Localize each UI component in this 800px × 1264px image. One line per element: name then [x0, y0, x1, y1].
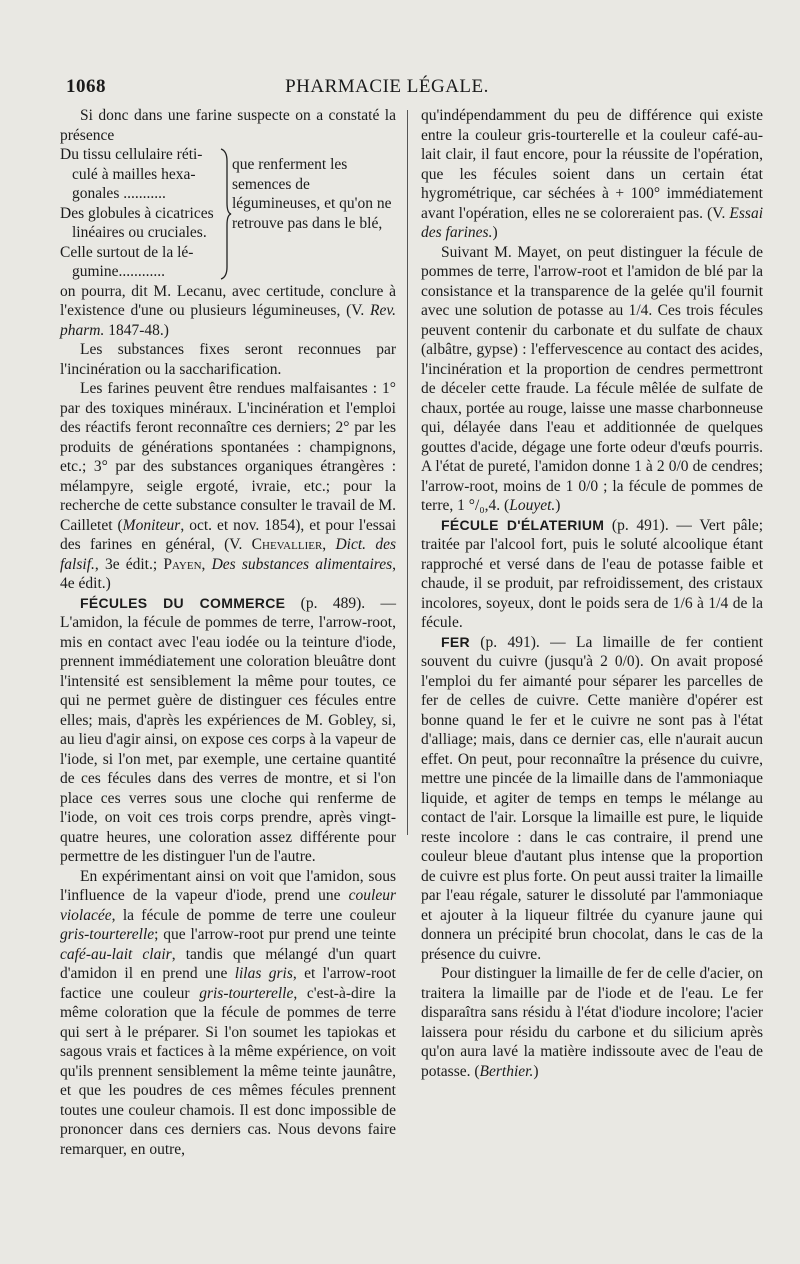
paragraph: Pour distinguer la limaille de fer de celle d'acier, on traitera la limaille par de l'iode et de l'eau. Le fer disparaîtra sans résidu à l'état d'iodure incolore; l'acier laissera pour résidu du carbone et du silicium après qu'on aura lavé la matière indissoute avec de l'eau de potasse. (Berthier.): [421, 965, 763, 1080]
section-heading: FER: [441, 633, 470, 650]
section-heading: FÉCULE D'ÉLATERIUM: [441, 516, 605, 533]
paragraph: on pourra, dit M. Lecanu, avec certitude, conclure à l'existence d'une ou plusieurs légumineuses, (V. Rev. pharm. 1847-48.): [60, 282, 396, 339]
curly-brace-icon: [218, 145, 232, 282]
paragraph: qu'indépendamment du peu de différence qui existe entre la couleur gris-tourterelle et la couleur café-au-lait clair, il faut encore, pour la réussite de l'opération, que les fécules soient dans un certain état hygrométrique, car séchées à + 100° immédiatement avant l'opération, elles ne se coloreraient pas. (V. Essai des farines.): [421, 107, 763, 241]
brace-item: gonales ...........: [72, 185, 166, 202]
column-rule: [407, 110, 408, 835]
brace-item: Du tissu cellulaire réti-: [60, 146, 203, 163]
brace-item: culé à mailles hexa-: [72, 165, 196, 183]
page-header: [66, 76, 728, 102]
paragraph: Les farines peuvent être rendues malfaisantes : 1° par des toxiques minéraux. L'incinération et l'emploi des réactifs feront reconnaître ces derniers; 2° par les produits de générations spontanées : champignons, etc.; 3° par des substances organiques étrangères : mélampyre, seigle ergoté, ivraie, etc.; pour la recherche de cette substance consulter le travail de M. Cailletet (Moniteur, oct. et nov. 1854), et pour l'essai des farines en général, (V. Chevallier, Dict. des falsif., 3e édit.; Payen, Des substances alimentaires, 4e édit.): [60, 380, 397, 592]
paragraph: En expérimentant ainsi on voit que l'amidon, sous l'influence de la vapeur d'iode, prend une couleur violacée, la fécule de pomme de terre une couleur gris-tourterelle; que l'arrow-root pur prend une teinte café-au-lait clair, tandis que mélangé d'un quart d'amidon il en prend une lilas gris, et l'arrow-root factice une couleur gris-tourterelle, c'est-à-dire la même coloration que la fécule de pommes de terre qui sert à le préparer. Si l'on soumet les tapiokas et sagous vrais et factices à la même expérience, on voit qu'ils prennent sensiblement la même teinte jaunâtre, et que les poudres de ces mêmes fécules prennent toutes une couleur chamois. Il est donc impossible de prononcer dans ces derniers cas. Nous devons faire remarquer, en outre,: [60, 867, 397, 1158]
brace-text: que renferment les semences de légumineuses, et qu'on ne retrouve pas dans le blé,: [232, 156, 392, 232]
paragraph: FÉCULE D'ÉLATERIUM (p. 491). — Vert pâle; traitée par l'alcool fort, puis le soluté alcoolique étant rapproché et versé dans de l'eau de potasse faible et chaude, il se produit, par refroidissement, des cristaux incolores, soyeux, dont le poids sera de 1/6 à 1/4 de la fécule.: [421, 516, 763, 631]
brace-item: gumine............: [72, 263, 165, 280]
brace-table: [60, 145, 396, 282]
running-title: PHARMACIE LÉGALE.: [285, 76, 489, 97]
section-heading: FÉCULES DU COMMERCE: [80, 594, 286, 611]
brace-item: Celle surtout de la lé-: [60, 243, 194, 261]
paragraph: Les substances fixes seront reconnues par l'incinération ou la saccharification.: [60, 341, 396, 378]
left-column: [60, 106, 396, 1159]
brace-item: linéaires ou cruciales.: [72, 224, 207, 241]
right-column: [421, 106, 763, 1081]
brace-items: [60, 145, 218, 282]
paragraph: Si donc dans une farine suspecte on a constaté la présence: [60, 107, 396, 144]
paragraph: Suivant M. Mayet, on peut distinguer la fécule de pommes de terre, l'arrow-root et l'amidon de blé par la consistance et la transparence de la gelée qu'il fournit avec une solution de potasse au 1/4. Ces trois fécules peuvent contenir du carbonate et du sulfate de chaux (albâtre, gypse) : l'effervescence au contact des acides, l'incinération et la proportion de cendres permettront de déceler cette fraude. La fécule mêlée de sulfate de chaux, portée au rouge, laisse une masse charbonneuse qui, délayée dans l'eau et additionnée de quelques gouttes d'acide, dégage une forte odeur d'œufs pourris. A l'état de pureté, l'amidon donne 1 à 2 0/0 de cendres; l'arrow-root, moins de 1 0/0 ; la fécule de pommes de terre, 1 °/₀,4. (Louyet.): [421, 243, 763, 514]
paragraph: FER (p. 491). — La limaille de fer contient souvent du cuivre (jusqu'à 2 0/0). On avait proposé l'emploi du fer aimanté pour séparer les parcelles de fer de celles de cuivre. Cette manière d'opérer est bonne quand le fer et le cuivre ne sont pas à l'état d'alliage; mais, dans ce dernier cas, elle n'aurait aucun effet. On peut, pour reconnaître la présence du cuivre, mettre une pincée de la limaille dans de l'ammoniaque liquide, et agiter de temps en temps le mélange au contact de l'air. Lorsque la limaille est pure, le liquide reste incolore : dans le cas contraire, il prend une couleur bleue d'autant plus intense que la proportion de cuivre est plus forte. On peut aussi traiter la limaille par l'eau régale, saturer le dissoluté par l'ammoniaque et ajouter à la liqueur filtrée du cyanure jaune qui donnera un précipité brun chocolat, dans le cas de la présence du cuivre.: [421, 633, 763, 963]
page-number: 1068: [66, 76, 106, 97]
brace-item: Des globules à cicatrices: [60, 204, 214, 222]
paragraph: FÉCULES DU COMMERCE (p. 489). — L'amidon, la fécule de pommes de terre, l'arrow-root, mis en contact avec l'eau iodée ou la teinture d'iode, prennent immédiatement une coloration bleuâtre dont l'intensité est sensiblement la même pour toutes, ce qui ne permet guère de distinguer ces fécules entre elles; mais, d'après les expériences de M. Gobley, si, au lieu d'agir ainsi, on expose ces corps à la vapeur de l'iode, si l'on met, par exemple, une certaine quantité de ces fécules dans des verres de montre, et si l'on place ces verres sous une cloche qui renferme de l'iode, on voit ces trois corps prendre, après vingt-quatre heures, une coloration assez différente pour permettre de les distinguer l'un de l'autre.: [60, 594, 396, 865]
